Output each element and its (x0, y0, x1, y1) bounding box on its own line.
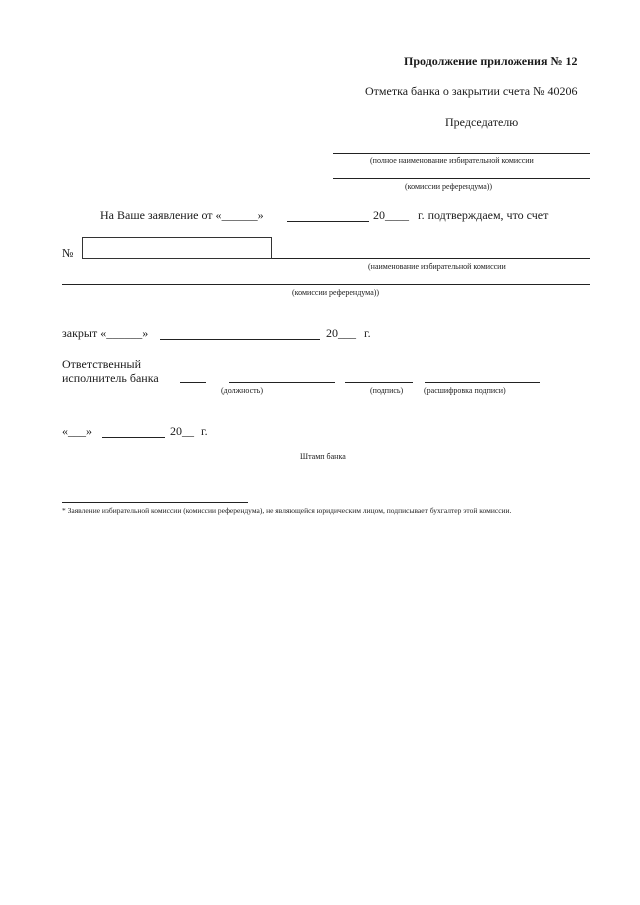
account-number-box[interactable] (82, 237, 272, 259)
document-subtitle: Отметка банка о закрытии счета № 40206 (365, 84, 578, 98)
footnote-text: * Заявление избирательной комиссии (комиссии референдума), не являющейся юридическим лицом, подписывает бухгалтер этой комиссии. (62, 506, 512, 515)
executor-dash-line (180, 382, 206, 383)
closed-prefix: закрыт « (62, 326, 107, 340)
date-blank-day: ___ (68, 424, 86, 438)
closed-year (326, 326, 356, 341)
closed-line (62, 326, 148, 341)
closed-blank-day: ______ (106, 326, 143, 340)
executor-signature-line (345, 382, 413, 383)
date-year-prefix: 20 (170, 424, 182, 438)
closed-year-prefix: 20 (326, 326, 338, 340)
executor-label-1: Ответственный (62, 357, 142, 371)
date-prefix: « (62, 424, 68, 438)
statement-caption-2: (комиссии референдума)) (292, 288, 380, 297)
commission-name-line-2 (62, 284, 590, 285)
statement-line (100, 208, 264, 223)
statement-caption-1: (наименование избирательной комиссии (368, 262, 506, 271)
recipient-line-2 (333, 178, 590, 179)
statement-blank-year: ____ (385, 208, 409, 222)
closed-blank-year: ___ (338, 326, 356, 340)
appendix-title: Продолжение приложения № 12 (404, 54, 578, 68)
closed-month-line (160, 339, 320, 340)
executor-caption-signature: (подпись) (370, 386, 404, 395)
executor-position-line (229, 382, 335, 383)
recipient-caption-1: (полное наименование избирательной комиссии (370, 156, 534, 165)
statement-blank-day: ______ (221, 208, 258, 222)
closed-mid: » (142, 326, 149, 340)
statement-year-prefix: 20 (373, 208, 385, 222)
date-suffix: г. (201, 424, 208, 438)
statement-mid: » (257, 208, 264, 222)
statement-year (373, 208, 409, 223)
recipient-line-1 (333, 153, 590, 154)
date-blank-year: __ (182, 424, 194, 438)
account-number-label: № (62, 246, 74, 260)
executor-label-2: исполнитель банка (62, 371, 159, 385)
addressee: Председателю (445, 115, 519, 129)
executor-caption-decoding: (расшифровка подписи) (424, 386, 506, 395)
date-month-line (102, 437, 165, 438)
commission-name-line (272, 258, 590, 259)
statement-suffix: г. подтверждаем, что счет (418, 208, 549, 222)
stamp-label: Штамп банка (300, 452, 346, 461)
date-mid: » (86, 424, 92, 438)
date-year (170, 424, 194, 439)
statement-month-line (287, 221, 369, 222)
statement-prefix: На Ваше заявление от « (100, 208, 222, 222)
executor-caption-position: (должность) (221, 386, 263, 395)
executor-decoding-line (425, 382, 540, 383)
recipient-caption-2: (комиссии референдума)) (405, 182, 493, 191)
footnote-separator (62, 502, 248, 503)
closed-suffix: г. (364, 326, 371, 340)
date-line (62, 424, 92, 439)
